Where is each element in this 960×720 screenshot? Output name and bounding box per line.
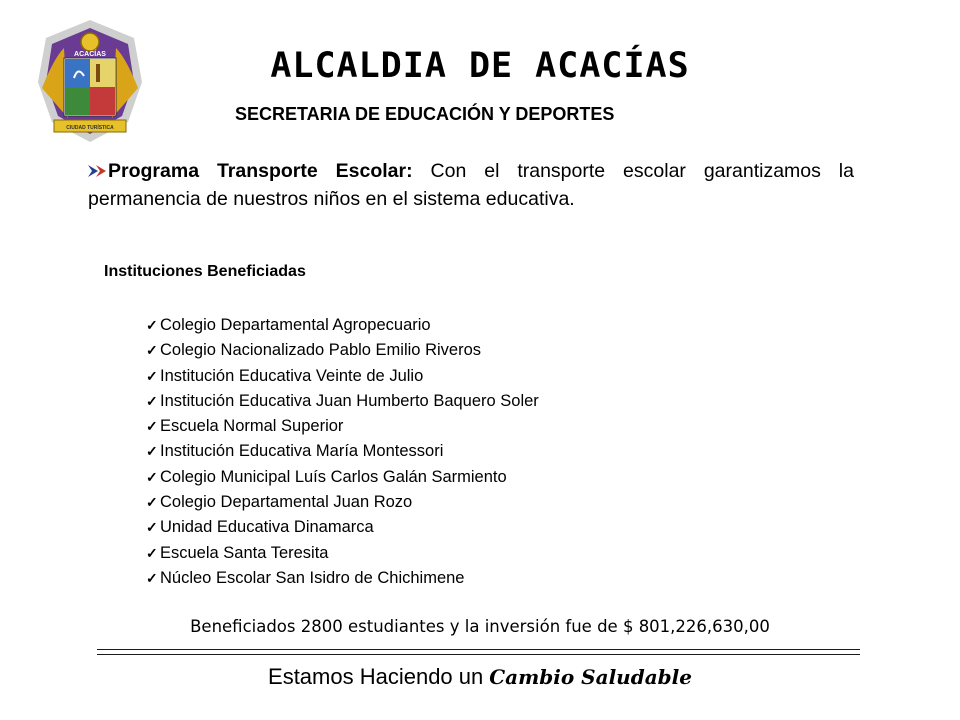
checkmark-icon: ✓	[146, 544, 158, 561]
checkmark-icon: ✓	[146, 468, 158, 485]
list-item: ✓ Colegio Nacionalizado Pablo Emilio Riveros	[146, 338, 539, 363]
program-label: Programa Transporte Escolar:	[108, 160, 413, 182]
footer-slogan	[0, 664, 960, 690]
checkmark-icon: ✓	[146, 342, 158, 359]
page-subtitle: SECRETARIA DE EDUCACIÓN Y DEPORTES	[235, 104, 615, 124]
checkmark-icon: ✓	[146, 494, 158, 511]
list-item: ✓ Escuela Normal Superior	[146, 414, 539, 439]
list-item: ✓ Institución Educativa María Montessori	[146, 439, 539, 464]
footer-divider-top	[97, 649, 860, 650]
beneficiaries-summary: Beneficiados 2800 estudiantes y la inversión fue de $ 801,226,630,00	[190, 617, 770, 636]
checkmark-icon: ✓	[146, 367, 158, 384]
list-item: ✓ Colegio Departamental Juan Rozo	[146, 490, 539, 515]
checkmark-icon: ✓	[146, 392, 158, 409]
checkmark-icon: ✓	[146, 317, 158, 333]
footer-brand: Cambio Saludable	[489, 665, 692, 689]
seal-text-bottom: CIUDAD TURÍSTICA	[66, 125, 114, 131]
footer-divider-bottom	[97, 654, 860, 655]
list-item: ✓ Colegio Departamental Agropecuario	[146, 313, 539, 338]
list-item: ✓ Institución Educativa Juan Humberto Baquero Soler	[146, 389, 539, 414]
institutions-list	[146, 313, 539, 591]
list-item: ✓ Colegio Municipal Luís Carlos Galán Sarmiento	[146, 465, 539, 490]
checkmark-icon: ✓	[146, 418, 158, 435]
program-description: Con el transporte escolar garantizamos la permanencia de nuestros niños en el sistema educativa.	[88, 160, 854, 210]
institutions-heading: Instituciones Beneficiadas	[104, 263, 306, 280]
footer-prefix: Estamos Haciendo un	[268, 664, 484, 689]
checkmark-icon: ✓	[146, 443, 158, 460]
list-item: ✓ Unidad Educativa Dinamarca	[146, 515, 539, 540]
seal-text-top: ACACÍAS	[74, 51, 106, 58]
list-item: ✓ Institución Educativa Veinte de Julio	[146, 364, 539, 389]
arrow-bullet-icon	[86, 158, 108, 172]
checkmark-icon: ✓	[146, 569, 158, 586]
list-item: ✓ Escuela Santa Teresita	[146, 541, 539, 566]
program-paragraph	[88, 157, 854, 213]
checkmark-icon: ✓	[146, 519, 158, 536]
page-title: ALCALDIA DE ACACÍAS	[270, 46, 690, 86]
list-item: ✓ Núcleo Escolar San Isidro de Chichimene	[146, 566, 539, 591]
